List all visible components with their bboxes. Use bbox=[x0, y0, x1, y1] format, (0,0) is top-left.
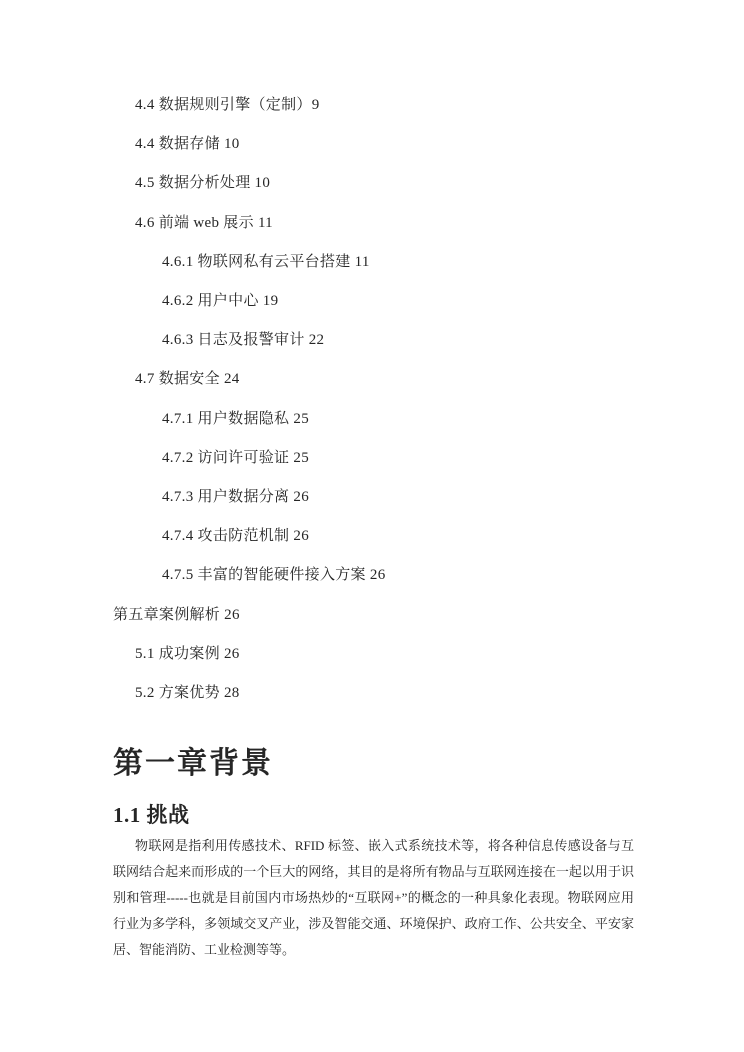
toc-entry: 4.4 数据存储 10 bbox=[135, 136, 240, 153]
table-of-contents bbox=[113, 84, 634, 711]
toc-entry: 4.6.1 物联网私有云平台搭建 11 bbox=[162, 253, 370, 270]
toc-entry: 4.6.3 日志及报警审计 22 bbox=[162, 332, 325, 349]
toc-entry: 4.7.4 攻击防范机制 26 bbox=[162, 528, 310, 545]
toc-entry: 4.7 数据安全 24 bbox=[135, 371, 240, 388]
toc-entry: 4.7.1 用户数据隐私 25 bbox=[162, 410, 310, 427]
toc-entry: 4.7.2 访问许可验证 25 bbox=[162, 449, 310, 466]
toc-entry: 4.6.2 用户中心 19 bbox=[162, 293, 279, 310]
toc-entry: 4.7.5 丰富的智能硬件接入方案 26 bbox=[162, 567, 386, 584]
chapter-heading: 第一章背景 bbox=[113, 747, 273, 780]
toc-entry: 4.5 数据分析处理 10 bbox=[135, 175, 271, 192]
body-paragraph: 物联网是指利用传感技术、RFID 标签、嵌入式系统技术等，将各种信息传感设备与互联网结合起来而形成的一个巨大的网络，其目的是将所有物品与互联网连接在一起以用于识别和管理-----也就是目前国内市场热炒的“互联网+”的概念的一种具象化表现。物联网应用行业为多学科，多领域交叉产业，涉及智能交通、环境保护、政府工作、公共安全、平安家居、智能消防、工业检测等等。 bbox=[113, 838, 634, 957]
toc-entry: 5.2 方案优势 28 bbox=[135, 684, 240, 701]
page-content bbox=[113, 84, 634, 963]
toc-entry: 第五章案例解析 26 bbox=[113, 606, 240, 623]
toc-entry: 4.4 数据规则引擎（定制）9 bbox=[135, 97, 320, 114]
toc-entry: 4.6 前端 web 展示 11 bbox=[135, 214, 273, 231]
toc-entry: 5.1 成功案例 26 bbox=[135, 645, 240, 662]
section-heading: 1.1 挑战 bbox=[113, 803, 190, 827]
toc-entry: 4.7.3 用户数据分离 26 bbox=[162, 488, 310, 505]
